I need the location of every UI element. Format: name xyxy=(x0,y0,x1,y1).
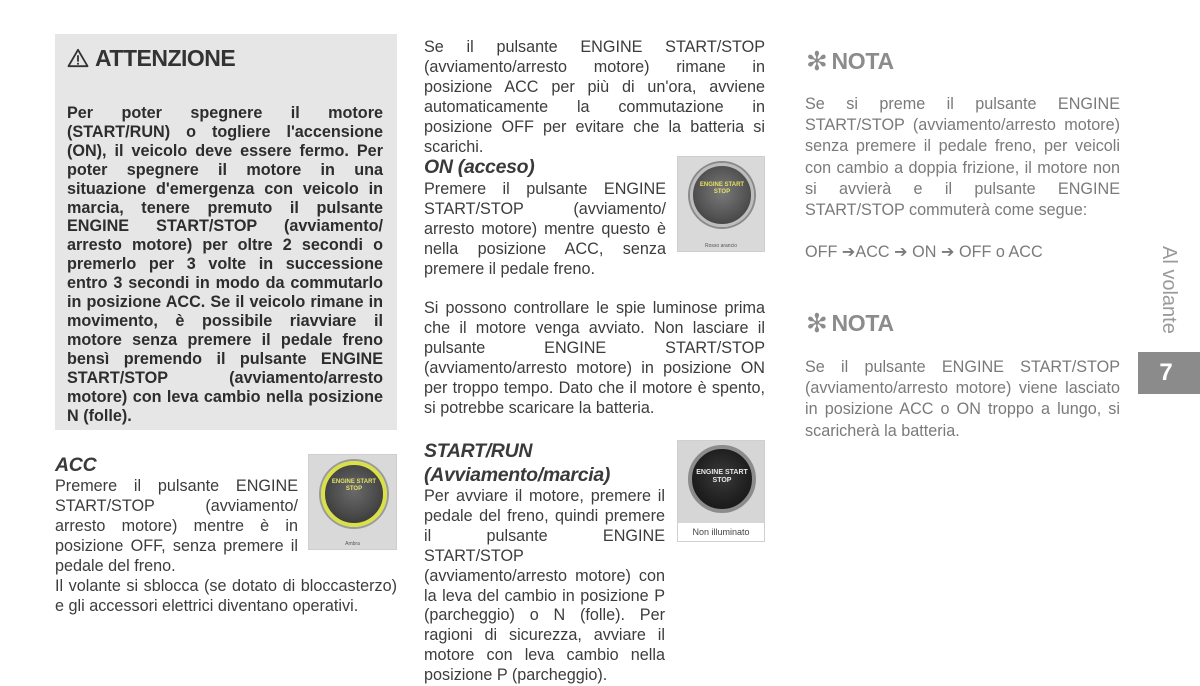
start-button-image xyxy=(677,440,765,542)
on-text-1: Premere il pulsante ENGINE START/STOP (avviamento/ arresto motore) mentre questo è nella posizione ACC, senza premere il pedale freno. xyxy=(424,180,666,278)
nota-title-2 xyxy=(806,308,894,339)
warning-title xyxy=(67,44,383,72)
acc-heading: ACC xyxy=(55,454,97,476)
warning-text: Per poter spegnere il motore (START/RUN) o togliere l'accensione (ON), il veicolo deve essere fermo. Per poter spegnere il motore in una situazione d'emergenza con veicolo in marcia, tenere premuto il pulsante ENGINE START/STOP (avviamento/ arresto motore) per oltre 2 secondi o premerlo per 3 volte in successione entro 3 secondi in modo da commutarlo in posizione ACC. Se il veicolo rimane in movimento, è possibile riavviare il motore senza premere il pedale freno bensì premendo il pulsante ENGINE START/STOP (avviamento/arresto motore) con leva cambio nella posizione N (folle). xyxy=(67,104,383,425)
on-image-caption: Rosso arancio xyxy=(705,243,737,249)
start-text xyxy=(424,487,665,685)
on-button-image xyxy=(677,156,765,252)
start-image-caption: Non illuminato xyxy=(692,527,750,537)
nota-sequence: OFF ➔ACC ➔ ON ➔ OFF o ACC xyxy=(805,243,1043,261)
on-button-label: ENGINE START STOP xyxy=(699,182,745,195)
acc-timeout-text: Se il pulsante ENGINE START/STOP (avviamento/arresto motore) rimane in posizione ACC per più di un'ora, avviene automaticamente la commutazione in posizione OFF per evitare che la batteria si scarichi. xyxy=(424,38,765,156)
start-button-label: ENGINE START STOP xyxy=(696,469,748,484)
asterisk-icon: ✻ xyxy=(806,308,828,338)
nota-text-2: Se il pulsante ENGINE START/STOP (avviamento/arresto motore) viene lasciato in posizione ACC o ON troppo a lungo, si scaricherà la batteria. xyxy=(805,358,1120,440)
nota-title-2-text: NOTA xyxy=(831,310,894,336)
warning-title-text: ATTENZIONE xyxy=(95,44,236,71)
on-text-2: Si possono controllare le spie luminose prima che il motore venga avviato. Non lasciare il pulsante ENGINE START/STOP (avviamento/arresto motore) in posizione ON per troppo tempo. Dato che il motore è spento, si potrebbe scaricare la batteria. xyxy=(424,299,765,417)
acc-text-1: Premere il pulsante ENGINE START/STOP (avviamento/ arresto motore) mentre è in posizione OFF, senza premere il pedale del freno. xyxy=(55,477,298,575)
start-text-content: Per avviare il motore, premere il pedale del freno, quindi premere il pulsante ENGINE START/STOP (avviamento/arresto motore) con la leva del cambio in posizione P (parcheggio) o N (folle). Per ragioni di sicurezza, avviare il motore con leva cambio nella posizione P (parcheggio). xyxy=(424,487,665,685)
engine-start-button-red-icon xyxy=(690,163,754,227)
nota-title-1-text: NOTA xyxy=(831,48,894,74)
engine-start-button-amber-icon xyxy=(321,461,387,527)
section-side-label: Al volante xyxy=(1158,246,1180,334)
on-heading: ON (acceso) xyxy=(424,156,535,178)
warning-triangle-icon xyxy=(67,48,89,68)
nota-title-1 xyxy=(806,46,894,77)
chapter-number: 7 xyxy=(1159,359,1173,386)
chapter-tab xyxy=(1138,352,1200,394)
acc-button-image xyxy=(308,454,397,550)
asterisk-icon: ✻ xyxy=(806,46,828,76)
nota-text-1: Se si preme il pulsante ENGINE START/STOP (avviamento/arresto motore) senza premere il pedale freno, per veicoli con cambio a doppia frizione, il motore non si avvierà e il pulsante ENGINE START/STOP commuterà come segue: xyxy=(805,95,1120,220)
engine-start-button-unlit-icon xyxy=(688,445,756,513)
acc-button-label: ENGINE START STOP xyxy=(331,479,377,492)
acc-text-2: Il volante si sblocca (se dotato di bloccasterzo) e gli accessori elettrici diventano operativi. xyxy=(55,577,397,615)
start-heading-2: (Avviamento/marcia) xyxy=(424,464,611,486)
warning-box xyxy=(55,34,397,430)
acc-image-caption: Ambra xyxy=(345,541,360,547)
start-heading-1: START/RUN xyxy=(424,440,533,462)
